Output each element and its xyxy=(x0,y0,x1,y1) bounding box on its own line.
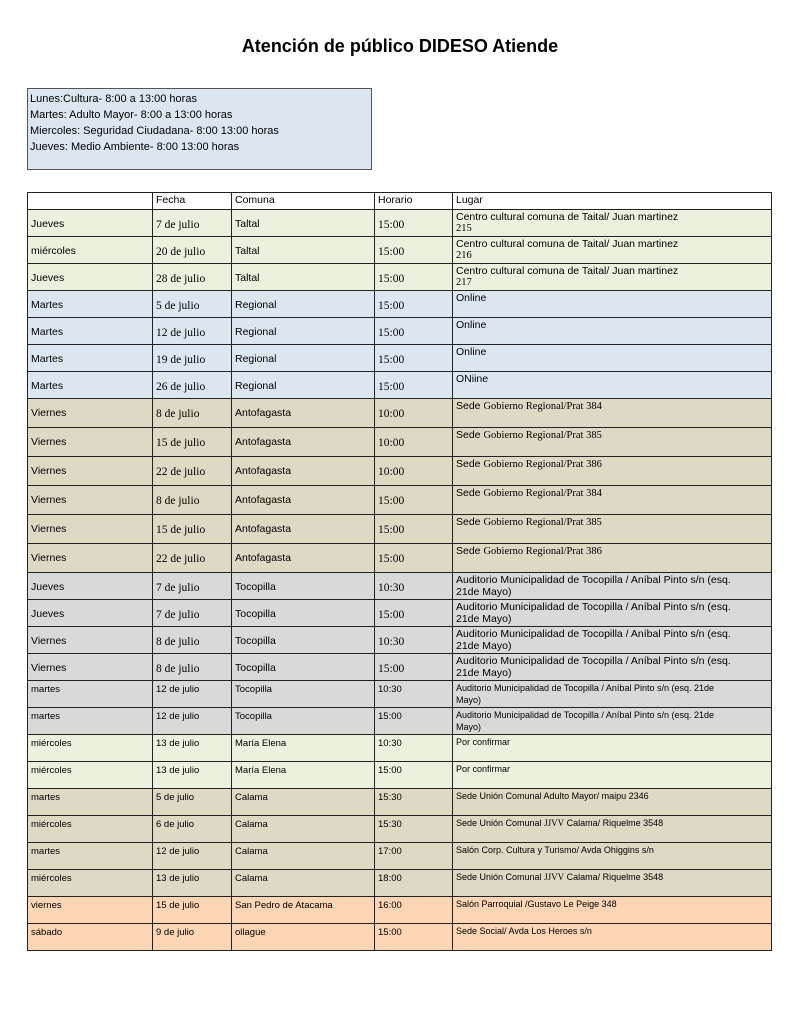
table-row xyxy=(28,457,772,486)
cell-date: 19 de julio xyxy=(153,345,232,372)
table-row xyxy=(28,762,772,789)
cell-place xyxy=(453,345,772,372)
place-line: Salón Corp. Cultura y Turismo/ Avda Ohiggins s/n xyxy=(456,845,654,855)
cell-day: martes xyxy=(28,708,153,735)
info-line: Jueves: Medio Ambiente- 8:00 13:00 horas xyxy=(30,141,240,153)
table-row xyxy=(28,870,772,897)
cell-day: Viernes xyxy=(28,428,153,457)
cell-date: 28 de julio xyxy=(153,264,232,291)
cell-place xyxy=(453,762,772,789)
cell-time: 10:00 xyxy=(375,428,453,457)
header-place: Lugar xyxy=(453,193,772,210)
cell-comuna: Antofagasta xyxy=(232,544,375,573)
cell-time: 15:00 xyxy=(375,924,453,951)
cell-day: Martes xyxy=(28,372,153,399)
place-text: Gobierno Regional/Prat 384 xyxy=(483,488,602,499)
cell-comuna: Tocopilla xyxy=(232,627,375,654)
cell-time: 10:30 xyxy=(375,627,453,654)
table-row xyxy=(28,428,772,457)
place-line: Auditorio Municipalidad de Tocopilla / Aníbal Pinto s/n (esq. 21de xyxy=(456,710,714,720)
table-row xyxy=(28,399,772,428)
cell-day: Viernes xyxy=(28,654,153,681)
cell-comuna: Antofagasta xyxy=(232,428,375,457)
place-text: Gobierno Regional/Prat 384 xyxy=(483,401,602,412)
cell-day: martes xyxy=(28,681,153,708)
place-text: Calama/ Riquelme 3548 xyxy=(564,872,664,882)
cell-comuna: Taltal xyxy=(232,210,375,237)
place-text: JJVV xyxy=(544,818,565,828)
cell-time: 15:00 xyxy=(375,210,453,237)
cell-day: miércoles xyxy=(28,816,153,843)
table-row xyxy=(28,600,772,627)
cell-comuna: Tocopilla xyxy=(232,681,375,708)
place-text: Gobierno Regional/Prat 385 xyxy=(483,517,602,528)
table-row xyxy=(28,843,772,870)
cell-day: Viernes xyxy=(28,399,153,428)
table-header-row xyxy=(28,193,772,210)
place-line: Centro cultural comuna de Taital/ Juan martinez xyxy=(456,238,679,250)
cell-comuna: Tocopilla xyxy=(232,708,375,735)
place-text: JJVV xyxy=(544,872,565,882)
table-row xyxy=(28,210,772,237)
cell-day: miércoles xyxy=(28,237,153,264)
place-text: Sede Unión Comunal xyxy=(456,872,545,882)
info-line: Lunes:Cultura- 8:00 a 13:00 horas xyxy=(30,93,197,105)
cell-time: 15:00 xyxy=(375,762,453,789)
cell-date: 22 de julio xyxy=(153,544,232,573)
cell-date: 26 de julio xyxy=(153,372,232,399)
place-text: Sede xyxy=(456,487,484,499)
cell-date: 5 de julio xyxy=(153,789,232,816)
place-line: 217 xyxy=(456,277,472,288)
cell-comuna: ollague xyxy=(232,924,375,951)
cell-day: Viernes xyxy=(28,486,153,515)
table-row xyxy=(28,372,772,399)
schedule-info-box xyxy=(27,88,372,170)
cell-time: 17:00 xyxy=(375,843,453,870)
cell-comuna: Regional xyxy=(232,318,375,345)
place-line: 21de Mayo) xyxy=(456,640,512,652)
header-time: Horario xyxy=(375,193,453,210)
cell-day: sábado xyxy=(28,924,153,951)
place-text: Calama/ Riquelme 3548 xyxy=(564,818,664,828)
place-text: Sede xyxy=(456,516,484,528)
table-row xyxy=(28,573,772,600)
cell-time: 15:00 xyxy=(375,318,453,345)
table-row xyxy=(28,515,772,544)
cell-place xyxy=(453,428,772,457)
cell-day: Viernes xyxy=(28,515,153,544)
cell-date: 12 de julio xyxy=(153,681,232,708)
cell-date: 15 de julio xyxy=(153,428,232,457)
cell-date: 20 de julio xyxy=(153,237,232,264)
place-line: Online xyxy=(456,319,487,331)
cell-comuna: Antofagasta xyxy=(232,399,375,428)
table-row xyxy=(28,264,772,291)
cell-date: 8 de julio xyxy=(153,399,232,428)
cell-place xyxy=(453,897,772,924)
cell-day: Jueves xyxy=(28,264,153,291)
place-line: Auditorio Municipalidad de Tocopilla / Aníbal Pinto s/n (esq. 21de xyxy=(456,683,714,693)
table-row xyxy=(28,345,772,372)
cell-date: 15 de julio xyxy=(153,515,232,544)
place-line: 21de Mayo) xyxy=(456,667,512,679)
place-line: Mayo) xyxy=(456,722,482,732)
cell-comuna: Taltal xyxy=(232,237,375,264)
place-line: Por confirmar xyxy=(456,737,511,747)
cell-time: 10:00 xyxy=(375,457,453,486)
cell-comuna: Regional xyxy=(232,291,375,318)
place-text: Gobierno Regional/Prat 385 xyxy=(483,430,602,441)
cell-time: 15:00 xyxy=(375,544,453,573)
table-row xyxy=(28,237,772,264)
cell-place xyxy=(453,924,772,951)
cell-comuna: San Pedro de Atacama xyxy=(232,897,375,924)
cell-date: 7 de julio xyxy=(153,210,232,237)
cell-day: miércoles xyxy=(28,762,153,789)
cell-comuna: Calama xyxy=(232,870,375,897)
cell-date: 6 de julio xyxy=(153,816,232,843)
info-line: Martes: Adulto Mayor- 8:00 a 13:00 horas xyxy=(30,109,233,121)
cell-time: 15:00 xyxy=(375,372,453,399)
place-line: 216 xyxy=(456,250,472,261)
cell-time: 15:00 xyxy=(375,600,453,627)
cell-time: 15:00 xyxy=(375,345,453,372)
place-line: Auditorio Municipalidad de Tocopilla / Aníbal Pinto s/n (esq. xyxy=(456,574,731,586)
cell-place xyxy=(453,372,772,399)
cell-date: 8 de julio xyxy=(153,654,232,681)
table-row xyxy=(28,681,772,708)
cell-comuna: Antofagasta xyxy=(232,457,375,486)
cell-place xyxy=(453,264,772,291)
place-line: Salón Parroquial /Gustavo Le Peige 348 xyxy=(456,899,617,909)
cell-date: 7 de julio xyxy=(153,600,232,627)
cell-day: Jueves xyxy=(28,210,153,237)
cell-place xyxy=(453,237,772,264)
cell-date: 15 de julio xyxy=(153,897,232,924)
cell-time: 15:00 xyxy=(375,654,453,681)
cell-day: Martes xyxy=(28,291,153,318)
table-row xyxy=(28,816,772,843)
cell-place xyxy=(453,318,772,345)
cell-comuna: Tocopilla xyxy=(232,600,375,627)
cell-place xyxy=(453,573,772,600)
cell-date: 7 de julio xyxy=(153,573,232,600)
cell-time: 10:30 xyxy=(375,573,453,600)
table-row xyxy=(28,318,772,345)
cell-time: 15:30 xyxy=(375,816,453,843)
place-line: Online xyxy=(456,292,487,304)
place-line: ONiine xyxy=(456,373,489,385)
cell-day: Martes xyxy=(28,318,153,345)
cell-comuna: María Elena xyxy=(232,762,375,789)
place-text: Gobierno Regional/Prat 386 xyxy=(483,546,602,557)
cell-place xyxy=(453,627,772,654)
place-text: Gobierno Regional/Prat 386 xyxy=(483,459,602,470)
cell-comuna: Regional xyxy=(232,372,375,399)
place-line: Auditorio Municipalidad de Tocopilla / Aníbal Pinto s/n (esq. xyxy=(456,601,731,613)
cell-comuna: Regional xyxy=(232,345,375,372)
cell-comuna: Taltal xyxy=(232,264,375,291)
place-line: Centro cultural comuna de Taital/ Juan martinez xyxy=(456,265,679,277)
cell-place xyxy=(453,708,772,735)
cell-time: 15:00 xyxy=(375,486,453,515)
cell-time: 10:30 xyxy=(375,681,453,708)
cell-place xyxy=(453,843,772,870)
place-text: Sede xyxy=(456,429,484,441)
cell-time: 10:00 xyxy=(375,399,453,428)
page-title: Atención de público DIDESO Atiende xyxy=(241,36,559,56)
cell-comuna: Antofagasta xyxy=(232,515,375,544)
header-date: Fecha xyxy=(153,193,232,210)
cell-day: viernes xyxy=(28,897,153,924)
cell-day: Viernes xyxy=(28,627,153,654)
cell-day: martes xyxy=(28,789,153,816)
cell-comuna: Calama xyxy=(232,816,375,843)
table-row xyxy=(28,897,772,924)
cell-time: 15:00 xyxy=(375,264,453,291)
cell-place xyxy=(453,291,772,318)
cell-place xyxy=(453,681,772,708)
cell-place xyxy=(453,654,772,681)
place-text: Sede xyxy=(456,545,484,557)
cell-place xyxy=(453,457,772,486)
table-row xyxy=(28,544,772,573)
table-row xyxy=(28,627,772,654)
cell-comuna: Calama xyxy=(232,843,375,870)
header-comuna: Comuna xyxy=(232,193,375,210)
cell-time: 16:00 xyxy=(375,897,453,924)
cell-day: miércoles xyxy=(28,870,153,897)
cell-day: Martes xyxy=(28,345,153,372)
cell-time: 10:30 xyxy=(375,735,453,762)
cell-place xyxy=(453,735,772,762)
cell-place xyxy=(453,515,772,544)
cell-time: 15:00 xyxy=(375,708,453,735)
table-row xyxy=(28,735,772,762)
cell-place xyxy=(453,210,772,237)
place-line: Mayo) xyxy=(456,695,482,705)
cell-day: Jueves xyxy=(28,600,153,627)
place-line: Por confirmar xyxy=(456,764,511,774)
cell-time: 18:00 xyxy=(375,870,453,897)
table-row xyxy=(28,654,772,681)
place-text: Sede xyxy=(456,400,484,412)
cell-place xyxy=(453,816,772,843)
header-day xyxy=(28,193,153,210)
cell-day: Viernes xyxy=(28,457,153,486)
cell-place xyxy=(453,870,772,897)
cell-date: 13 de julio xyxy=(153,735,232,762)
cell-date: 12 de julio xyxy=(153,843,232,870)
place-line: Auditorio Municipalidad de Tocopilla / Aníbal Pinto s/n (esq. xyxy=(456,655,731,667)
cell-time: 15:00 xyxy=(375,291,453,318)
table-row xyxy=(28,486,772,515)
cell-place xyxy=(453,486,772,515)
info-line: Miercoles: Seguridad Ciudadana- 8:00 13:00 horas xyxy=(30,125,279,137)
cell-time: 15:00 xyxy=(375,515,453,544)
cell-date: 8 de julio xyxy=(153,486,232,515)
place-line: Centro cultural comuna de Taital/ Juan martinez xyxy=(456,211,679,223)
cell-time: 15:00 xyxy=(375,237,453,264)
cell-comuna: María Elena xyxy=(232,735,375,762)
cell-day: martes xyxy=(28,843,153,870)
cell-place xyxy=(453,544,772,573)
table-row xyxy=(28,789,772,816)
table-row xyxy=(28,924,772,951)
table-row xyxy=(28,708,772,735)
place-line: 215 xyxy=(456,223,472,234)
schedule-table xyxy=(27,192,772,951)
cell-comuna: Antofagasta xyxy=(232,486,375,515)
table-row xyxy=(28,291,772,318)
place-line: 21de Mayo) xyxy=(456,613,512,625)
cell-date: 12 de julio xyxy=(153,318,232,345)
cell-comuna: Tocopilla xyxy=(232,654,375,681)
cell-time: 15:30 xyxy=(375,789,453,816)
cell-date: 5 de julio xyxy=(153,291,232,318)
cell-date: 13 de julio xyxy=(153,762,232,789)
cell-date: 22 de julio xyxy=(153,457,232,486)
cell-date: 12 de julio xyxy=(153,708,232,735)
cell-day: Jueves xyxy=(28,573,153,600)
place-line: Online xyxy=(456,346,487,358)
place-text: Sede Unión Comunal xyxy=(456,818,545,828)
cell-day: Viernes xyxy=(28,544,153,573)
place-line: 21de Mayo) xyxy=(456,586,512,598)
cell-date: 9 de julio xyxy=(153,924,232,951)
cell-comuna: Tocopilla xyxy=(232,573,375,600)
cell-place xyxy=(453,399,772,428)
cell-comuna: Calama xyxy=(232,789,375,816)
place-text: Sede xyxy=(456,458,484,470)
cell-place xyxy=(453,600,772,627)
place-line: Sede Unión Comunal Adulto Mayor/ maipu 2346 xyxy=(456,791,649,801)
place-line: Auditorio Municipalidad de Tocopilla / Aníbal Pinto s/n (esq. xyxy=(456,628,731,640)
cell-day: miércoles xyxy=(28,735,153,762)
cell-date: 8 de julio xyxy=(153,627,232,654)
place-line: Sede Social/ Avda Los Heroes s/n xyxy=(456,926,592,936)
cell-place xyxy=(453,789,772,816)
cell-date: 13 de julio xyxy=(153,870,232,897)
